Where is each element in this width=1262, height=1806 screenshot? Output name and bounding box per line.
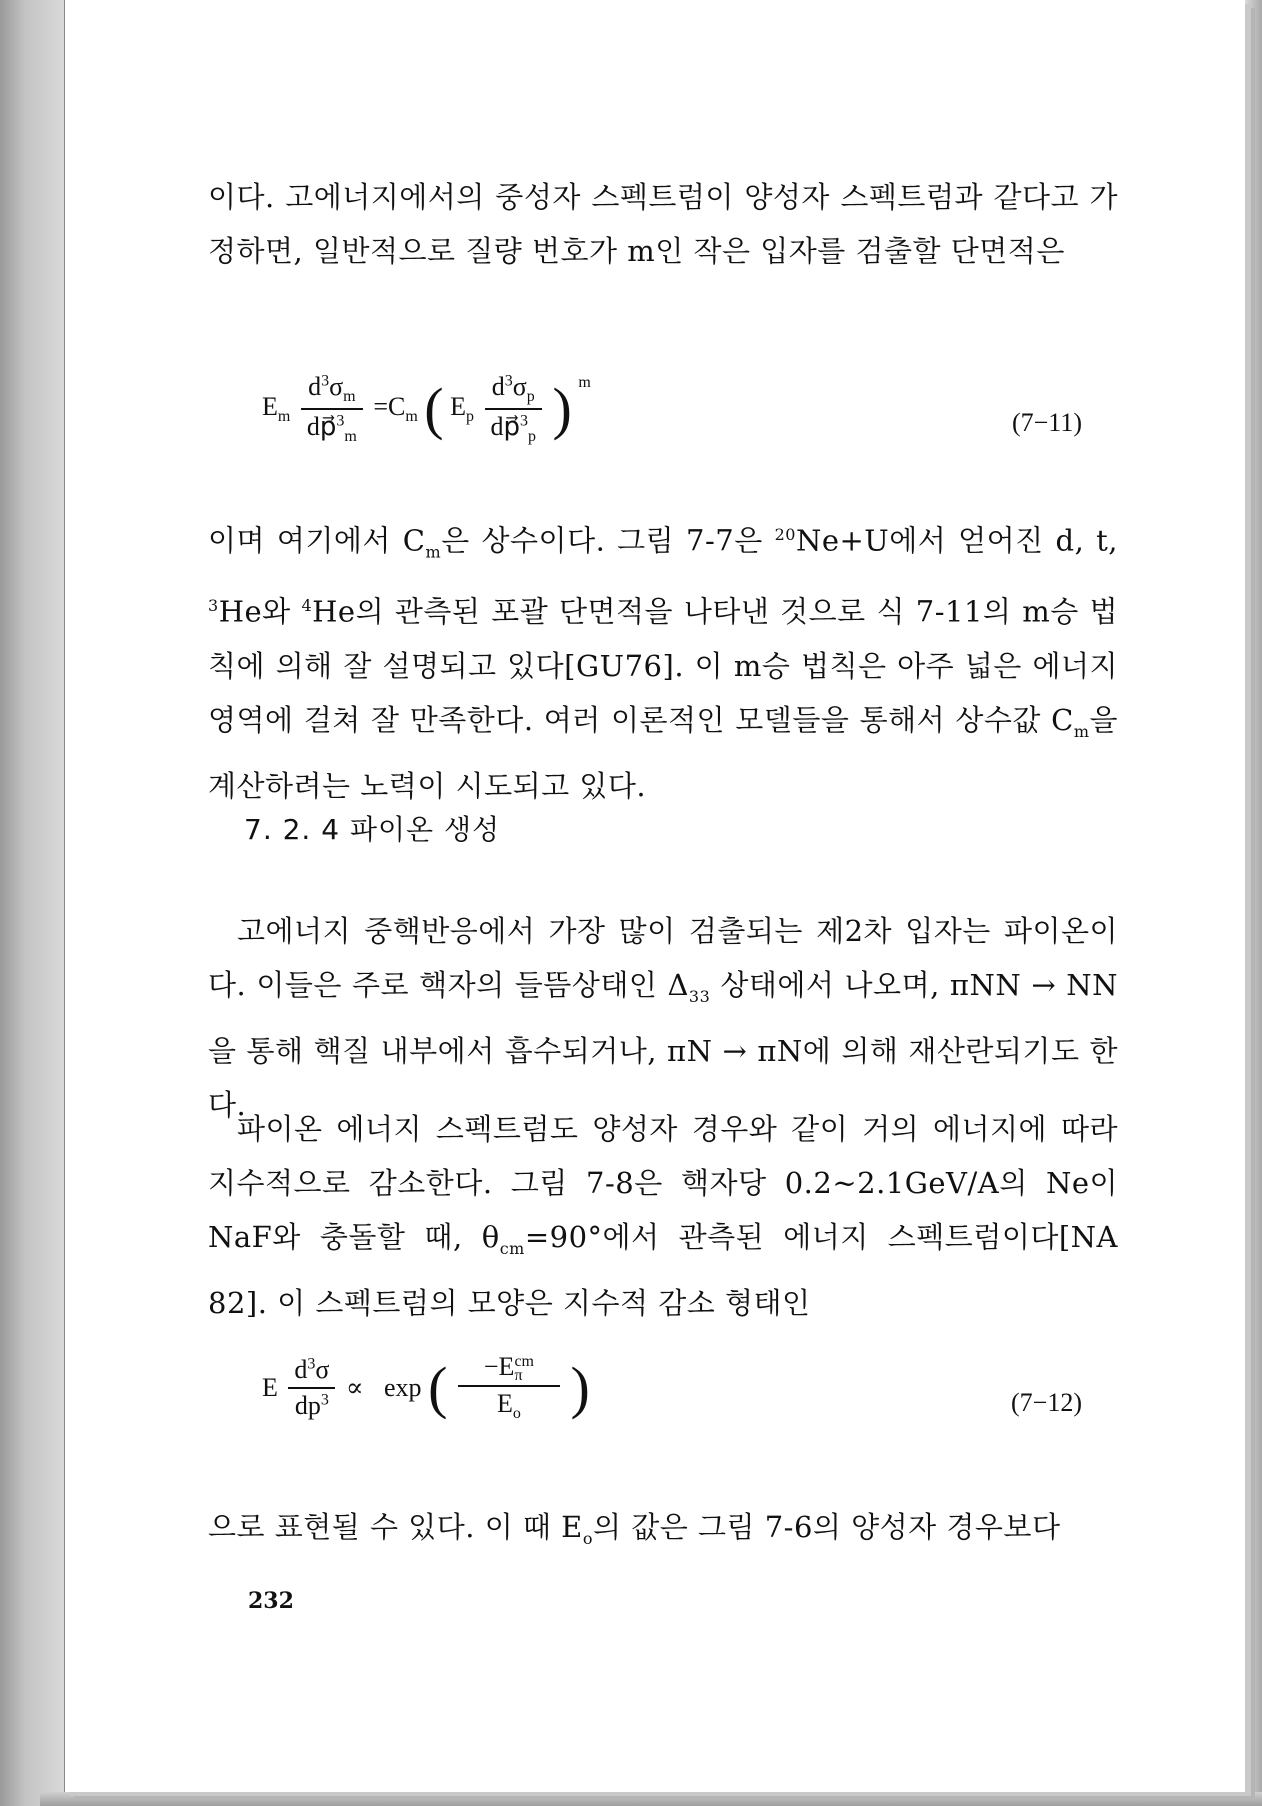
text-subscript: o: [582, 1528, 593, 1548]
paragraph-pion-production: [208, 904, 1118, 1132]
eq-superscript: 3: [336, 412, 345, 430]
text-run: Ne+U에서 얻어진 d, t,: [795, 523, 1119, 558]
eq-superscript: 3: [321, 372, 330, 390]
equation-number: (7−12): [1011, 1388, 1082, 1417]
eq-symbol: −E: [483, 1352, 515, 1381]
eq-fraction: [301, 372, 363, 446]
text-run: 의 값은 그림 7-6의 양성자 경우보다: [592, 1510, 1061, 1544]
eq-subscript: m: [343, 388, 356, 406]
paragraph-intro: [208, 170, 1118, 278]
eq-fraction: [458, 1352, 560, 1423]
paragraph-pion-spectrum: [208, 1102, 1118, 1330]
text-run: He의 관측된 포괄 단면적을 나타낸 것으로 식 7-11의 m승 법칙에 의해 잘 설명되고 있다[GU76]. 이 m승 법칙은 아주 넓은 에너지 영역에 걸쳐 잘 만족한다. 여러 이론적인 모델들을 통해서 상수값 C: [208, 595, 1118, 738]
eq-paren-open: (: [428, 1354, 448, 1420]
text-superscript: 20: [774, 525, 796, 544]
page-edge-bottom: [40, 1792, 1262, 1806]
eq-superscript: cm: [514, 1353, 534, 1371]
text-run: 은 상수이다. 그림 7-7은: [441, 523, 775, 558]
eq-symbol: d: [294, 1354, 308, 1384]
eq-symbol: dp: [294, 1390, 321, 1420]
paragraph-text: [208, 1500, 1118, 1566]
eq-symbol: E: [450, 392, 466, 422]
text-run: 으로 표현될 수 있다. 이 때 E: [208, 1510, 583, 1544]
eq-superscript: 3: [504, 372, 513, 390]
paragraph-closing: [208, 1500, 1118, 1566]
eq-symbol: E: [496, 1389, 513, 1419]
eq-subscript: m: [344, 428, 357, 446]
eq-symbol: σ: [512, 372, 527, 401]
paragraph-text: [208, 1102, 1118, 1330]
eq-superscript: 3: [520, 412, 529, 430]
equation-7-11: [262, 372, 1082, 482]
eq-superscript: 3: [320, 1390, 329, 1408]
paragraph-text: [208, 508, 1118, 813]
eq-superscript: m: [578, 374, 591, 392]
equation-7-12: [262, 1352, 1082, 1462]
eq-symbol: dp⃗: [490, 412, 521, 442]
eq-symbol: E: [262, 1372, 278, 1402]
page-number: 232: [248, 1588, 294, 1614]
text-run: He와: [218, 595, 302, 630]
text-run: =90°에서 관측된 에너지 스펙트럼이다[NA 82]. 이 스펙트럼의 모양은 지수적 감소 형태인: [208, 1220, 1118, 1320]
text-run: 을 계산하려는 노력이 시도되고 있다.: [208, 703, 1118, 803]
eq-superscript: 3: [307, 1354, 316, 1372]
eq-symbol: dp⃗: [306, 412, 337, 442]
eq-subscript: m: [405, 408, 418, 426]
equation-number: (7−11): [1011, 408, 1082, 437]
eq-symbol: =C: [373, 392, 406, 422]
section-heading: 7. 2. 4 파이온 생성: [244, 813, 501, 846]
paragraph-text: [208, 904, 1118, 1132]
text-superscript: 3: [208, 596, 219, 616]
eq-subscript: m: [277, 408, 291, 426]
eq-symbol: exp: [384, 1372, 422, 1402]
text-subscript: cm: [499, 1238, 525, 1258]
text-subscript: m: [425, 542, 442, 562]
eq-paren-close: ): [570, 1354, 590, 1420]
page-edge-right: [1244, 0, 1262, 1806]
eq-paren-open: (: [424, 376, 444, 442]
eq-fraction: [485, 372, 543, 446]
text-subscript: m: [1073, 721, 1090, 741]
eq-symbol: σ: [329, 372, 344, 401]
eq-symbol: E: [262, 392, 278, 422]
text-run: 이며 여기에서 C: [208, 523, 426, 558]
text-subscript: 33: [688, 986, 711, 1006]
eq-subscript: o: [512, 1405, 521, 1423]
eq-symbol: d: [491, 372, 505, 401]
eq-symbol: d: [308, 372, 322, 401]
paragraph-text: 이다. 고에너지에서의 중성자 스펙트럼이 양성자 스펙트럼과 같다고 가정하면, 일반적으로 질량 번호가 m인 작은 입자를 검출할 단면적은: [208, 180, 1118, 268]
eq-subscript: π: [514, 1367, 523, 1385]
eq-paren-close: ): [552, 376, 572, 442]
proportional-symbol: ∝: [345, 1372, 364, 1402]
paragraph-m-law: [208, 508, 1118, 813]
text-run: 고에너지 중핵반응에서 가장 많이 검출되는 제2차 입자는 파이온이다. 이들은 주로 핵자의 들뜸상태인 Δ: [208, 914, 1118, 1002]
eq-subscript: p: [528, 428, 537, 446]
eq-fraction: [288, 1355, 335, 1421]
eq-symbol: σ: [315, 1354, 330, 1384]
text-run: 파이온 에너지 스펙트럼도 양성자 경우와 같이 거의 에너지에 따라 지수적으로 감소한다. 그림 7-8은 핵자당 0.2~2.1GeV/A의 Ne이 NaF와 충돌할 때, θ: [208, 1112, 1118, 1254]
book-spine-shadow: [0, 0, 64, 1806]
eq-subscript: p: [466, 408, 474, 426]
eq-subscript: p: [526, 388, 535, 406]
text-run: 상태에서 나오며, πNN → NN을 통해 핵질 내부에서 흡수되거나, πN → πN에 의해 재산란되기도 한다.: [208, 968, 1118, 1122]
text-superscript: 4: [301, 596, 313, 616]
